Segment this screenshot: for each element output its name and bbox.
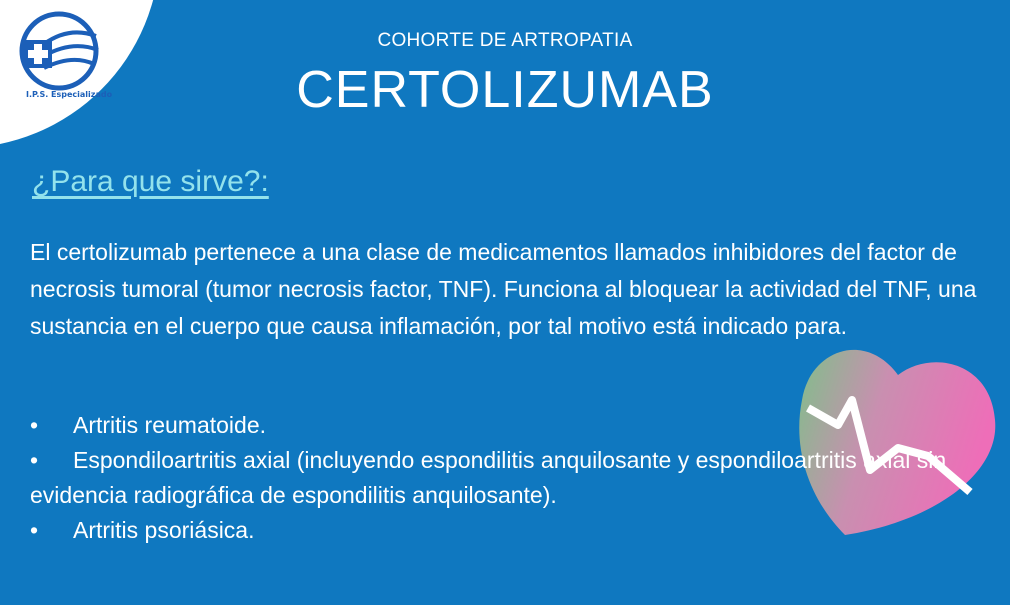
page-title: CERTOLIZUMAB (296, 61, 714, 119)
bullet-marker: • (30, 516, 39, 543)
indications-list (30, 408, 980, 548)
bullet-marker: • (30, 412, 39, 438)
list-item-text: Artritis reumatoide. (73, 412, 267, 438)
list-item (30, 513, 980, 548)
list-item (30, 408, 980, 443)
list-item-text: Artritis psoriásica. (73, 516, 255, 543)
logo-text: I.P.S. Especializado (26, 90, 113, 99)
cohort-label: COHORTE DE ARTROPATIA (377, 30, 633, 51)
list-item (30, 443, 980, 513)
list-item-text: Espondiloartritis axial (incluyendo espondilitis anquilosante y espondiloartritis axial sin evidencia radiográfica de espondilitis anquilosante). (30, 446, 947, 508)
section-title: ¿Para que sirve?: (32, 165, 269, 198)
bullet-marker: • (30, 446, 39, 473)
description-text: El certolizumab pertenece a una clase de medicamentos llamados inhibidores del factor de necrosis tumoral (tumor necrosis factor, TNF). Funciona al bloquear la actividad del TNF, una sustancia en el cuerpo que causa inflamación, por tal motivo está indicado para. (30, 239, 977, 339)
